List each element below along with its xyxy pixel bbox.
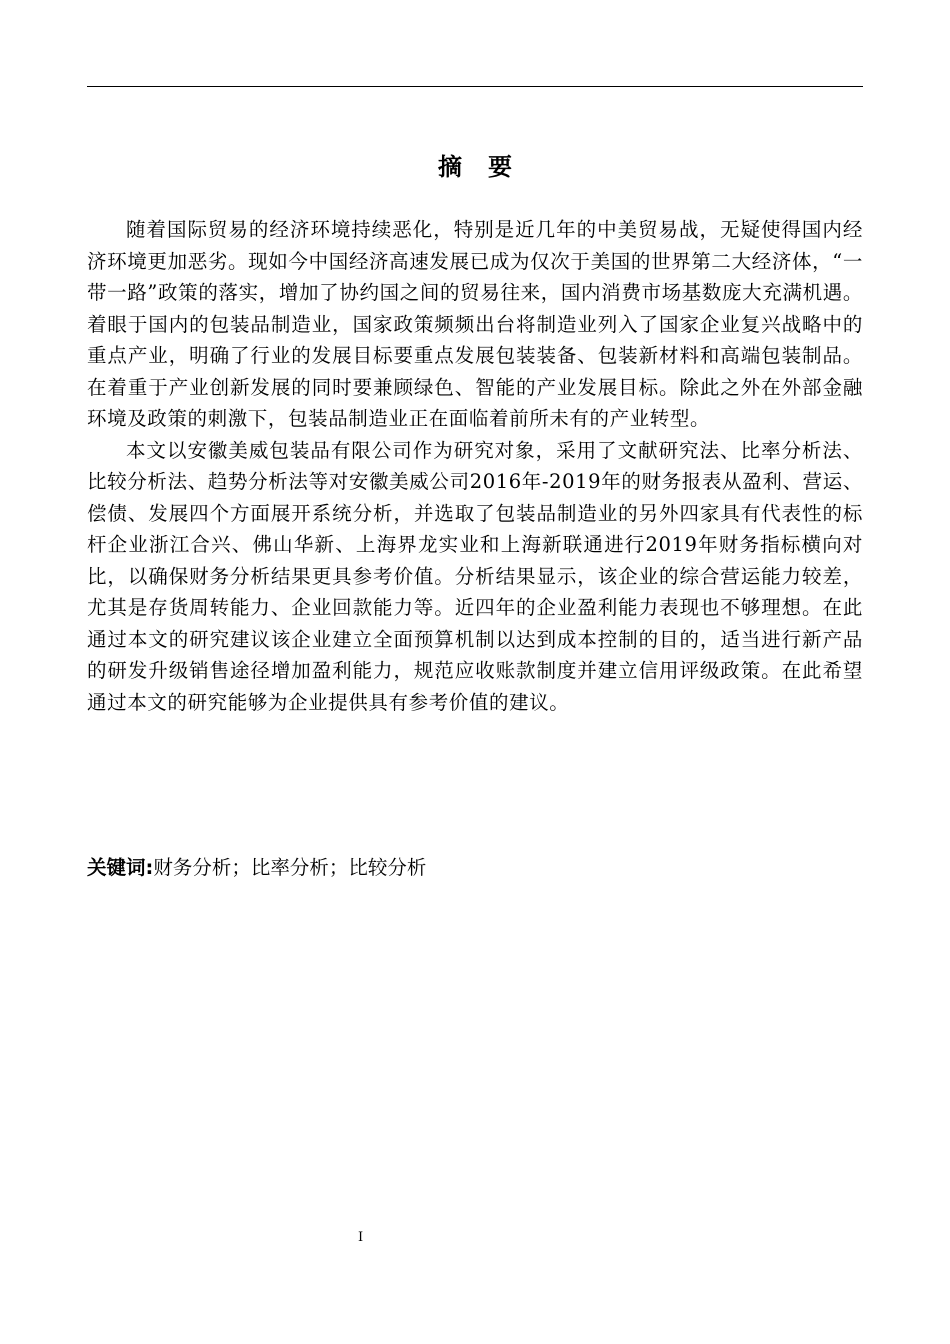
abstract-paragraph-2: 本文以安徽美威包装品有限公司作为研究对象，采用了文献研究法、比率分析法、比较分析法、趋势分析法等对安徽美威公司2016年-2019年的财务报表从盈利、营运、偿债、发展四个方面展开系统分析，并选取了包装品制造业的另外四家具有代表性的标杆企业浙江合兴、佛山华新、上海界龙实业和上海新联通进行2019年财务指标横向对比，以确保财务分析结果更具参考价值。分析结果显示，该企业的综合营运能力较差，尤其是存货周转能力、企业回款能力等。近四年的企业盈利能力表现也不够理想。在此通过本文的研究建议该企业建立全面预算机制以达到成本控制的目的，适当进行新产品的研发升级销售途径增加盈利能力，规范应收账款制度并建立信用评级政策。在此希望通过本文的研究能够为企业提供具有参考价值的建议。 [87, 438, 863, 714]
header-rule [87, 86, 863, 87]
abstract-body [87, 214, 863, 718]
keywords-value: 财务分析；比率分析；比较分析 [153, 856, 427, 879]
page-title: 摘要 [438, 153, 538, 181]
abstract-paragraph-1: 随着国际贸易的经济环境持续恶化，特别是近几年的中美贸易战，无疑使得国内经济环境更加恶劣。现如今中国经济高速发展已成为仅次于美国的世界第二大经济体，“一带一路”政策的落实，增加了协约国之间的贸易往来，国内消费市场基数庞大充满机遇。着眼于国内的包装品制造业，国家政策频频出台将制造业列入了国家企业复兴战略中的重点产业，明确了行业的发展目标要重点发展包装装备、包装新材料和高端包装制品。在着重于产业创新发展的同时要兼顾绿色、智能的产业发展目标。除此之外在外部金融环境及政策的刺激下，包装品制造业正在面临着前所未有的产业转型。 [87, 218, 863, 430]
keywords-label: 关键词: [87, 856, 154, 879]
keywords-line [87, 853, 863, 883]
page-number: I [358, 1230, 364, 1245]
